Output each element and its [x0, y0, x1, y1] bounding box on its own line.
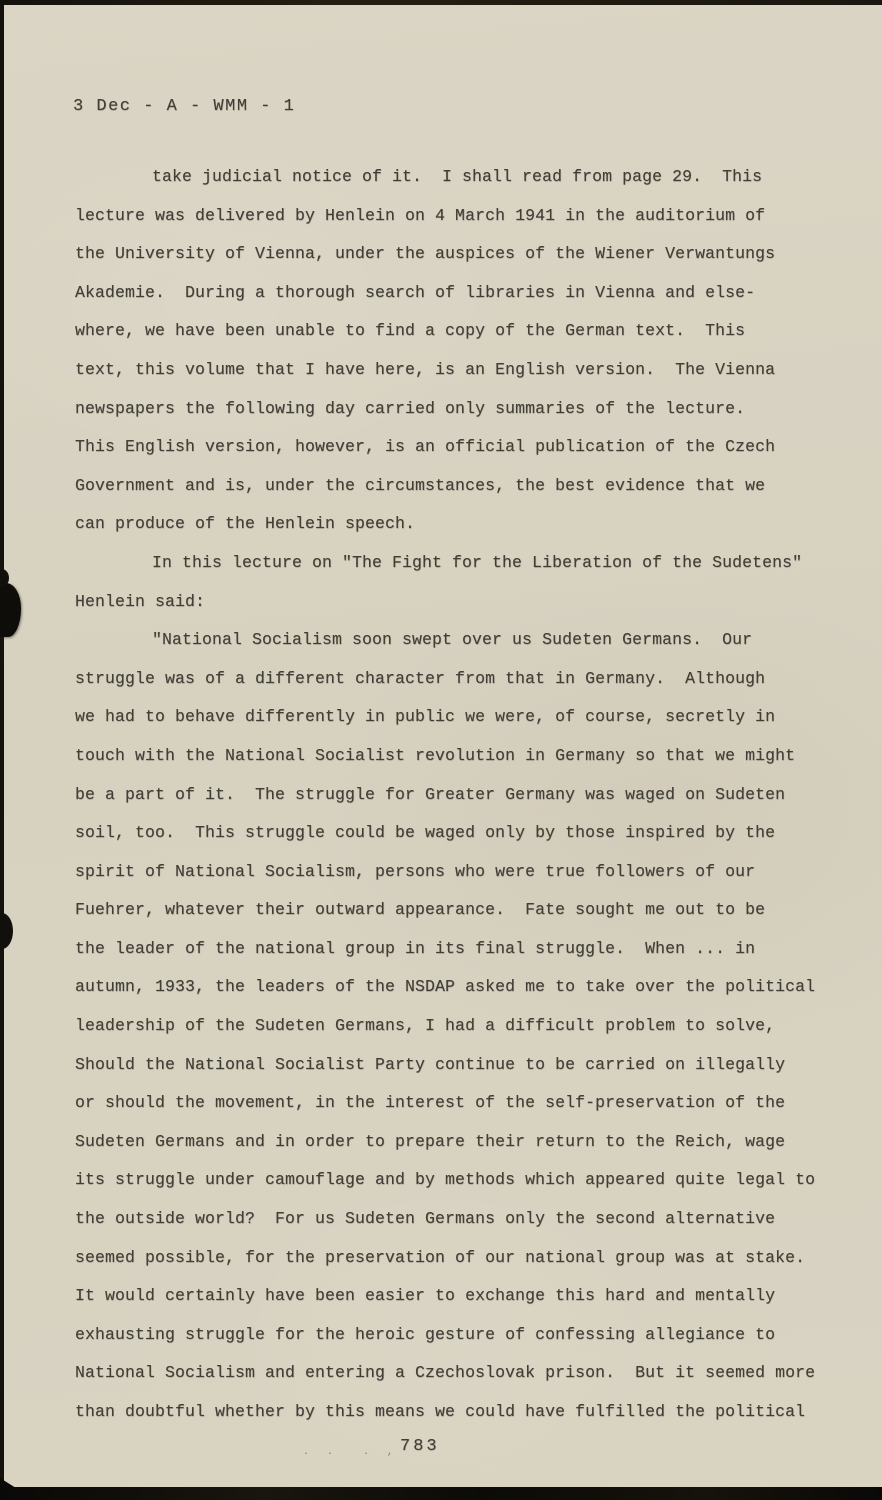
- text-line: exhausting struggle for the heroic gesture of confessing allegiance to: [75, 1324, 776, 1344]
- scan-speckles: . . . ,: [303, 1447, 400, 1458]
- paper-corner-shadow: [0, 1478, 16, 1488]
- text-line: In this lecture on "The Fight for the Liberation of the Sudetens": [152, 552, 803, 572]
- text-line: soil, too. This struggle could be waged only by those inspired by the: [75, 823, 776, 843]
- text-line: where, we have been unable to find a copy of the German text. This: [75, 321, 746, 341]
- text-line: Akademie. During a thorough search of libraries in Vienna and else-: [75, 282, 756, 302]
- document-header-reference: 3 Dec - A - WMM - 1: [73, 97, 296, 116]
- text-line: lecture was delivered by Henlein on 4 March 1941 in the auditorium of: [75, 205, 766, 225]
- text-line: Fuehrer, whatever their outward appearance. Fate sought me out to be: [75, 900, 766, 920]
- paper-sheet: [3, 5, 882, 1488]
- text-line: Government and is, under the circumstances, the best evidence that we: [75, 475, 766, 495]
- text-line: text, this volume that I have here, is an English version. The Vienna: [75, 359, 776, 379]
- text-line: struggle was of a different character from that in Germany. Although: [75, 668, 766, 688]
- text-line: It would certainly have been easier to exchange this hard and mentally: [75, 1286, 776, 1306]
- text-line: the leader of the national group in its final struggle. When ... in: [75, 938, 756, 958]
- page-number: 783: [400, 1437, 440, 1456]
- text-line: the University of Vienna, under the auspices of the Wiener Verwantungs: [75, 244, 776, 264]
- text-line: take judicial notice of it. I shall read from page 29. This: [152, 167, 763, 186]
- text-line: touch with the National Socialist revolution in Germany so that we might: [75, 745, 796, 765]
- text-line: the outside world? For us Sudeten Germans only the second alternative: [75, 1209, 776, 1229]
- text-line: National Socialism and entering a Czechoslovak prison. But it seemed more: [75, 1363, 816, 1383]
- text-line: than doubtful whether by this means we could have fulfilled the political: [75, 1402, 806, 1421]
- text-line: be a part of it. The struggle for Greater Germany was waged on Sudeten: [75, 784, 786, 804]
- text-line: This English version, however, is an official publication of the Czech: [75, 437, 776, 457]
- scan-edge-left: [0, 0, 4, 1490]
- scan-edge-bottom: [0, 1487, 882, 1500]
- text-line: Sudeten Germans and in order to prepare their return to the Reich, wage: [75, 1131, 786, 1151]
- text-line: or should the movement, in the interest of the self-preservation of the: [75, 1093, 786, 1113]
- text-line: can produce of the Henlein speech.: [75, 514, 416, 534]
- text-line: spirit of National Socialism, persons who were true followers of our: [75, 861, 756, 881]
- text-line: "National Socialism soon swept over us Sudeten Germans. Our: [152, 630, 753, 650]
- text-line: autumn, 1933, the leaders of the NSDAP asked me to take over the political: [75, 977, 816, 997]
- scan-edge-top: [0, 0, 882, 5]
- text-line: leadership of the Sudeten Germans, I had a difficult problem to solve,: [75, 1016, 776, 1036]
- text-line: seemed possible, for the preservation of our national group was at stake.: [75, 1247, 806, 1267]
- text-line: we had to behave differently in public we were, of course, secretly in: [75, 707, 776, 727]
- text-line: newspapers the following day carried only summaries of the lecture.: [75, 398, 746, 418]
- document-body: [75, 167, 845, 1441]
- text-line: its struggle under camouflage and by methods which appeared quite legal to: [75, 1170, 816, 1190]
- text-line: Should the National Socialist Party continue to be carried on illegally: [75, 1054, 786, 1074]
- text-line: Henlein said:: [75, 591, 206, 611]
